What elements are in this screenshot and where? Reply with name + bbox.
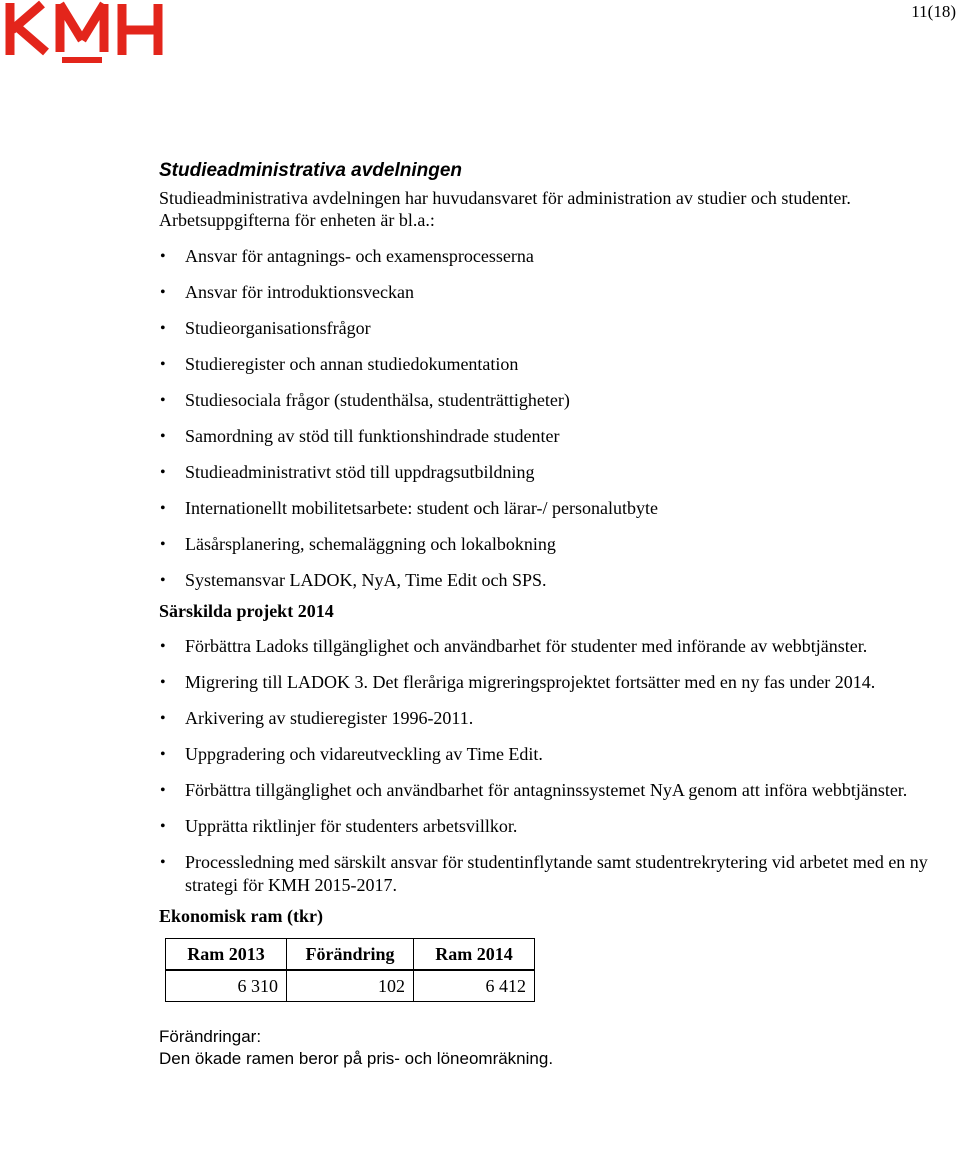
list-item: • Systemansvar LADOK, NyA, Time Edit och SPS.	[160, 570, 547, 590]
page-number: 11(18)	[911, 2, 956, 21]
column-header: Ram 2014	[414, 939, 535, 971]
list-item: • Processledning med särskilt ansvar för studentinflytande samt studentrekrytering vid arbetet med en ny strategi för KMH 2015-2017.	[160, 852, 928, 895]
bullet-icon: •	[160, 818, 166, 835]
task-list	[159, 245, 929, 592]
list-item: • Studiesociala frågor (studenthälsa, studenträttigheter)	[160, 390, 570, 410]
list-item: • Läsårsplanering, schemaläggning och lokalbokning	[160, 534, 556, 554]
list-item: • Förbättra Ladoks tillgänglighet och användbarhet för studenter med införande av webbtjänster.	[160, 636, 868, 656]
column-header: Förändring	[287, 939, 414, 971]
bullet-icon: •	[160, 284, 166, 301]
list-item: • Studieadministrativt stöd till uppdragsutbildning	[160, 462, 535, 482]
kmh-logo-mark	[4, 0, 164, 66]
column-header: Ram 2013	[166, 939, 287, 971]
list-item: • Förbättra tillgänglighet och användbarhet för antagninssystemet NyA genom att införa webbtjänster.	[160, 780, 908, 800]
list-item: • Studieorganisationsfrågor	[160, 318, 371, 338]
section-intro: Studieadministrativa avdelningen har huvudansvaret för administration av studier och studenter. Arbetsuppgifterna för enheten är bl.a.:	[159, 188, 851, 230]
bullet-icon: •	[160, 320, 166, 337]
bullet-icon: •	[160, 674, 166, 691]
budget-heading: Ekonomisk ram (tkr)	[159, 906, 324, 926]
projects-list	[159, 635, 929, 897]
bullet-icon: •	[160, 356, 166, 373]
table-row	[166, 970, 535, 1002]
bullet-icon: •	[160, 746, 166, 763]
table-cell: 6 310	[166, 970, 287, 1002]
list-item: • Arkivering av studieregister 1996-2011.	[160, 708, 474, 728]
table-cell: 6 412	[414, 970, 535, 1002]
bullet-icon: •	[160, 572, 166, 589]
bullet-icon: •	[160, 428, 166, 445]
table-header-row	[166, 939, 535, 971]
kmh-logo	[4, 0, 164, 66]
bullet-icon: •	[160, 392, 166, 409]
budget-table	[165, 938, 535, 1002]
list-item: • Migrering till LADOK 3. Det fleråriga migreringsprojektet fortsätter med en ny fas under 2014.	[160, 672, 876, 692]
list-item: • Internationellt mobilitetsarbete: student och lärar-/ personalutbyte	[160, 498, 658, 518]
changes-text: Den ökade ramen beror på pris- och löneomräkning.	[159, 1049, 554, 1068]
bullet-icon: •	[160, 782, 166, 799]
projects-heading: Särskilda projekt 2014	[159, 601, 334, 621]
table-cell: 102	[287, 970, 414, 1002]
list-item: • Studieregister och annan studiedokumentation	[160, 354, 519, 374]
bullet-icon: •	[160, 854, 166, 871]
list-item: • Upprätta riktlinjer för studenters arbetsvillkor.	[160, 816, 518, 836]
bullet-icon: •	[160, 536, 166, 553]
bullet-icon: •	[160, 638, 166, 655]
document-body	[159, 159, 929, 1070]
list-item: • Ansvar för introduktionsveckan	[160, 282, 414, 302]
list-item: • Ansvar för antagnings- och examensprocesserna	[160, 246, 534, 266]
changes-label: Förändringar:	[159, 1027, 262, 1046]
list-item: • Uppgradering och vidareutveckling av Time Edit.	[160, 744, 543, 764]
bullet-icon: •	[160, 710, 166, 727]
changes-note	[159, 1026, 929, 1070]
bullet-icon: •	[160, 500, 166, 517]
list-item: • Samordning av stöd till funktionshindrade studenter	[160, 426, 560, 446]
bullet-icon: •	[160, 464, 166, 481]
bullet-icon: •	[160, 248, 166, 265]
section-heading: Studieadministrativa avdelningen	[159, 160, 463, 181]
